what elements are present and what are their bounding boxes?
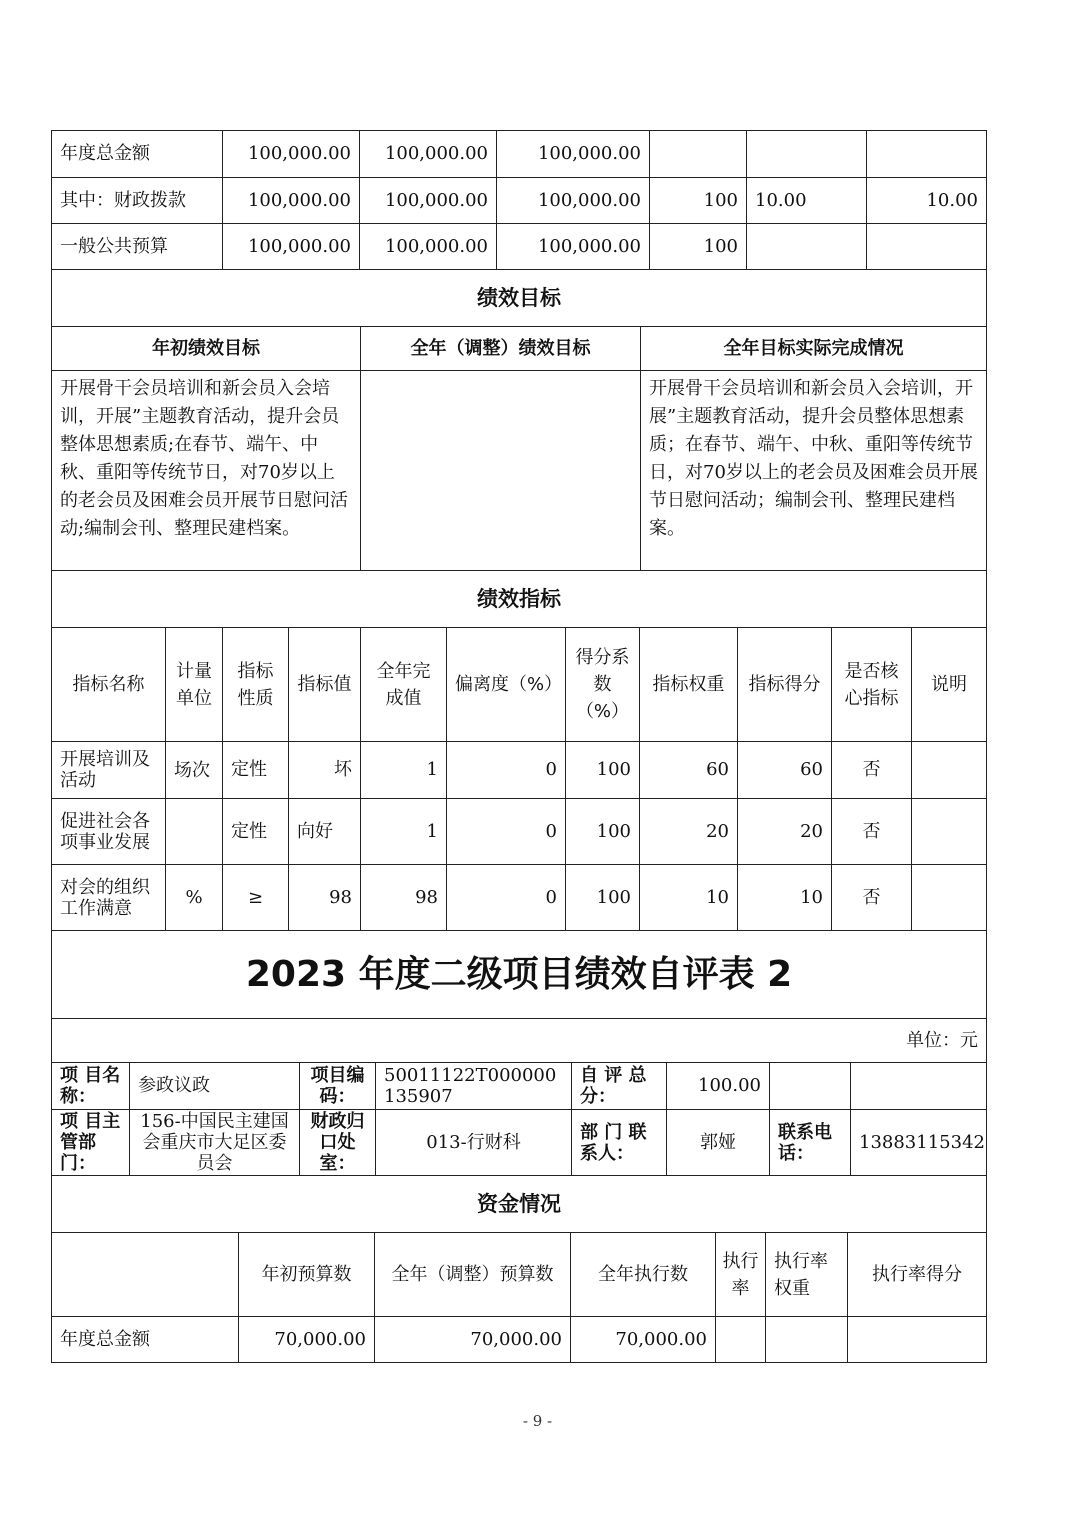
indicator-name: 促进社会各项事业发展 xyxy=(52,799,166,865)
indicator-header: 指标得分 xyxy=(738,628,832,742)
funds-row xyxy=(52,224,987,270)
indicator-header: 指标性质 xyxy=(223,628,289,742)
goals-initial-text: 开展骨干会员培训和新会员入会培训，开展”主题教育活动，提升会员整体思想素质;在春节、端午、中秋、重阳等传统节日，对70岁以上的老会员及困难会员开展节日慰问活动;编制会刊、整理民建档案。 xyxy=(52,371,361,571)
funds-weight xyxy=(747,131,867,178)
empty-cell xyxy=(851,1063,987,1110)
funds-header xyxy=(52,1233,239,1317)
funds-row-label: 其中：财政拨款 xyxy=(52,178,223,224)
dept-label: 项 目主 管部门： xyxy=(52,1110,130,1176)
funds-header: 执行率 xyxy=(716,1233,766,1317)
funds-header: 年初预算数 xyxy=(239,1233,375,1317)
funds-score xyxy=(867,224,987,270)
goals-actual-text: 开展骨干会员培训和新会员入会培训，开展”主题教育活动，提升会员整体思想素质；在春节、端午、中秋、重阳等传统节日，对70岁以上的老会员及困难会员开展节日慰问活动；编制会刊、整理民建档案。 xyxy=(641,371,987,571)
indicator-score: 10 xyxy=(738,865,832,931)
form2-unit-label: 单位：元 xyxy=(52,1019,987,1063)
funds-header: 全年执行数 xyxy=(571,1233,716,1317)
funds-score xyxy=(867,131,987,178)
self-score-label: 自 评 总分： xyxy=(572,1063,667,1110)
indicator-actual: 1 xyxy=(361,799,447,865)
funds-executed: 100,000.00 xyxy=(497,178,650,224)
indicator-actual: 1 xyxy=(361,742,447,799)
funds-executed: 100,000.00 xyxy=(497,224,650,270)
indicator-note xyxy=(912,799,987,865)
funds-header-row xyxy=(52,1233,987,1317)
indicator-core: 否 xyxy=(832,865,912,931)
project-code-value: 50011122T000000135907 xyxy=(376,1063,572,1110)
funds-header: 全年（调整）预算数 xyxy=(375,1233,571,1317)
indicator-coef: 100 xyxy=(566,799,640,865)
self-score-value: 100.00 xyxy=(667,1063,770,1110)
funds-adjusted: 70,000.00 xyxy=(375,1317,571,1363)
indicator-score: 60 xyxy=(738,742,832,799)
finance-label: 财政归口处室： xyxy=(300,1110,376,1176)
indicator-deviation: 0 xyxy=(447,742,566,799)
funds-rate xyxy=(716,1317,766,1363)
funds-adjusted: 100,000.00 xyxy=(360,224,497,270)
indicator-core: 否 xyxy=(832,742,912,799)
phone-value: 13883115342 xyxy=(851,1110,987,1176)
page-number: - 9 - xyxy=(522,1412,553,1430)
indicator-deviation: 0 xyxy=(447,865,566,931)
goals-col-initial: 年初绩效目标 xyxy=(52,327,361,371)
finance-value: 013-行财科 xyxy=(376,1110,572,1176)
indicator-header: 计量单位 xyxy=(166,628,223,742)
indicator-header: 是否核心指标 xyxy=(832,628,912,742)
indicator-coef: 100 xyxy=(566,742,640,799)
indicator-header: 指标名称 xyxy=(52,628,166,742)
indicator-coef: 100 xyxy=(566,865,640,931)
funds-executed: 70,000.00 xyxy=(571,1317,716,1363)
indicator-target: 向好 xyxy=(289,799,361,865)
indicator-name: 对会的组织工作满意 xyxy=(52,865,166,931)
indicator-unit: % xyxy=(166,865,223,931)
indicator-unit: 场次 xyxy=(166,742,223,799)
indicator-core: 否 xyxy=(832,799,912,865)
indicator-score: 20 xyxy=(738,799,832,865)
contact-value: 郭娅 xyxy=(667,1110,770,1176)
funds-row xyxy=(52,178,987,224)
indicator-weight: 10 xyxy=(640,865,738,931)
funds-row-label: 一般公共预算 xyxy=(52,224,223,270)
indicator-name: 开展培训及活动 xyxy=(52,742,166,799)
project-name-label: 项 目名称： xyxy=(52,1063,130,1110)
indicator-actual: 98 xyxy=(361,865,447,931)
funds-row-label: 年度总金额 xyxy=(52,1317,239,1363)
funds-initial: 100,000.00 xyxy=(223,178,360,224)
indicator-note xyxy=(912,742,987,799)
funds-header: 执行率得分 xyxy=(848,1233,987,1317)
funds-table-top xyxy=(51,130,987,270)
goals-adjusted-text xyxy=(361,371,641,571)
project-info-row xyxy=(52,1110,987,1176)
indicator-nature: ≥ xyxy=(223,865,289,931)
indicators-table xyxy=(51,570,987,931)
funds-rate xyxy=(650,131,747,178)
indicator-nature: 定性 xyxy=(223,799,289,865)
funds-row-label: 年度总金额 xyxy=(52,131,223,178)
funds-initial: 100,000.00 xyxy=(223,224,360,270)
indicator-header: 指标权重 xyxy=(640,628,738,742)
funds-section-title: 资金情况 xyxy=(52,1176,987,1233)
indicators-section-title: 绩效指标 xyxy=(52,571,987,628)
project-code-label: 项目编码： xyxy=(300,1063,376,1110)
funds-score: 10.00 xyxy=(867,178,987,224)
funds-weight xyxy=(766,1317,848,1363)
funds-adjusted: 100,000.00 xyxy=(360,131,497,178)
indicator-header: 说明 xyxy=(912,628,987,742)
indicator-header: 得分系数（%） xyxy=(566,628,640,742)
funds-weight xyxy=(747,224,867,270)
indicator-deviation: 0 xyxy=(447,799,566,865)
funds-rate: 100 xyxy=(650,224,747,270)
funds-row xyxy=(52,131,987,178)
dept-value: 156-中国民主建国会重庆市大足区委员会 xyxy=(130,1110,300,1176)
project-info-row xyxy=(52,1063,987,1110)
funds-initial: 100,000.00 xyxy=(223,131,360,178)
indicator-weight: 20 xyxy=(640,799,738,865)
indicator-note xyxy=(912,865,987,931)
indicator-weight: 60 xyxy=(640,742,738,799)
indicator-header: 偏离度（%） xyxy=(447,628,566,742)
form2-header-table xyxy=(51,930,987,1176)
indicator-target: 98 xyxy=(289,865,361,931)
goals-table xyxy=(51,269,987,571)
indicator-header: 指标值 xyxy=(289,628,361,742)
funds-row xyxy=(52,1317,987,1363)
funds-adjusted: 100,000.00 xyxy=(360,178,497,224)
form2-title: 2023 年度二级项目绩效自评表 2 xyxy=(52,931,987,1019)
goals-section-title: 绩效目标 xyxy=(52,270,987,327)
project-name-value: 参政议政 xyxy=(130,1063,300,1110)
indicator-row xyxy=(52,742,987,799)
indicator-header: 全年完成值 xyxy=(361,628,447,742)
funds-weight: 10.00 xyxy=(747,178,867,224)
indicator-unit xyxy=(166,799,223,865)
funds-rate: 100 xyxy=(650,178,747,224)
funds-executed: 100,000.00 xyxy=(497,131,650,178)
funds-header: 执行率权重 xyxy=(766,1233,848,1317)
contact-label: 部 门 联系人： xyxy=(572,1110,667,1176)
indicator-nature: 定性 xyxy=(223,742,289,799)
indicator-target: 坏 xyxy=(289,742,361,799)
goals-col-actual: 全年目标实际完成情况 xyxy=(641,327,987,371)
indicator-row xyxy=(52,799,987,865)
phone-label: 联系电话： xyxy=(770,1110,851,1176)
indicator-row xyxy=(52,865,987,931)
funds-table-form2 xyxy=(51,1175,987,1363)
funds-initial: 70,000.00 xyxy=(239,1317,375,1363)
funds-score xyxy=(848,1317,987,1363)
goals-col-adjusted: 全年（调整）绩效目标 xyxy=(361,327,641,371)
empty-cell xyxy=(770,1063,851,1110)
indicators-header-row xyxy=(52,628,987,742)
